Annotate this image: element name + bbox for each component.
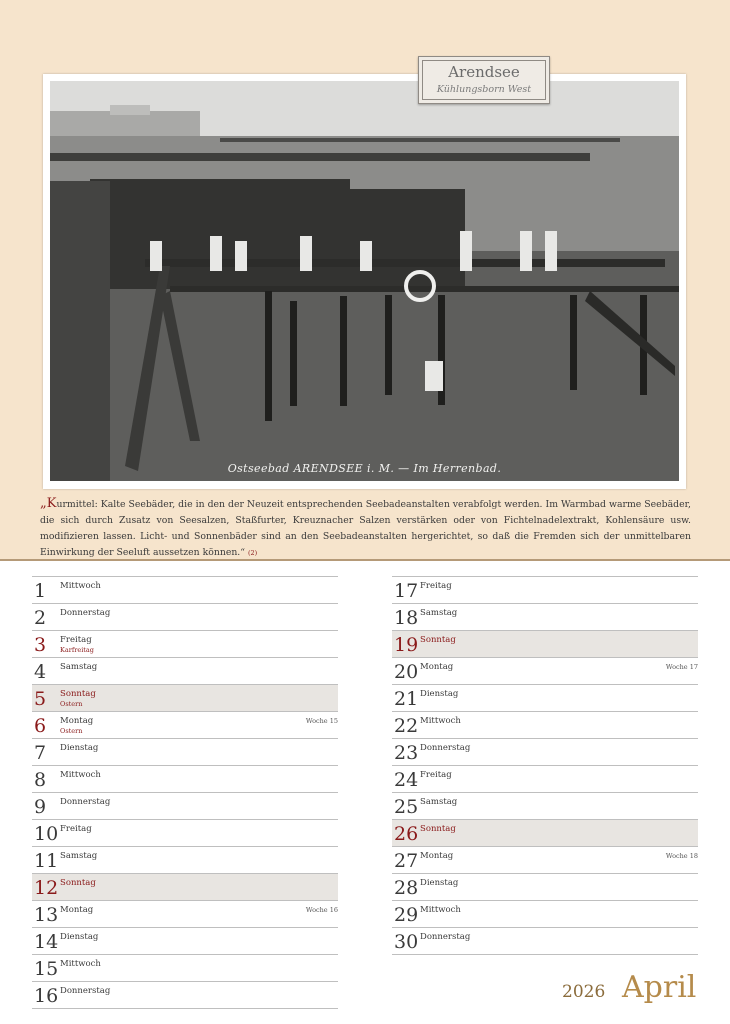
quote-body: urmittel: Kalte Seebäder, die in den der Neuzeit entsprechenden Seebadeanstalten verabfolgt werden. Im Warmbad warme Seebäder, die sich durch Zusatz von Seesalzen, Staßfurter, Kreuznacher Salzen verstärken oder von Fichtelnadelextrakt, Kohlensäure usw. modifizieren lassen. Licht- und Sonnenbäder sind an den Seebadeanstalten hergerichtet, so daß die Fremden sich der unmittelbaren Einwirkung der Seeluft aussetzen können.“ — [40, 499, 691, 558]
day-row — [32, 684, 338, 711]
weekday-name: Samstag — [60, 662, 98, 672]
day-number: 28 — [394, 877, 419, 899]
day-number: 11 — [34, 850, 59, 872]
weekday-name: Samstag — [420, 608, 458, 618]
day-number: 15 — [34, 958, 59, 980]
day-row — [32, 981, 338, 1009]
day-row — [392, 900, 698, 927]
day-number: 29 — [394, 904, 419, 926]
day-row — [32, 576, 338, 603]
week-number: Woche 18 — [665, 852, 698, 860]
weekday-name: Dienstag — [60, 932, 99, 942]
day-number: 22 — [394, 715, 419, 737]
day-row — [32, 873, 338, 900]
day-number: 4 — [34, 661, 47, 683]
day-row — [392, 846, 698, 873]
weekday-name: Dienstag — [420, 689, 459, 699]
day-row — [32, 792, 338, 819]
weekday-name: Donnerstag — [60, 986, 111, 996]
quote-text — [40, 496, 691, 561]
day-row — [392, 630, 698, 657]
weekday-name: Dienstag — [420, 878, 459, 888]
day-row — [392, 765, 698, 792]
weekday-name: Mittwoch — [60, 770, 101, 780]
day-number: 19 — [394, 634, 419, 656]
weekday-name: Sonntag — [60, 878, 96, 888]
day-number: 6 — [34, 715, 47, 737]
day-number: 25 — [394, 796, 419, 818]
location-title: Arendsee — [448, 63, 520, 81]
day-row — [32, 765, 338, 792]
day-row — [32, 954, 338, 981]
weekday-name: Montag — [60, 716, 94, 726]
weekday-name: Donnerstag — [420, 743, 471, 753]
day-number: 17 — [394, 580, 419, 602]
quote-initial: „K — [40, 496, 57, 511]
day-row — [32, 657, 338, 684]
day-row — [392, 819, 698, 846]
quote-footnote: (2) — [247, 549, 258, 557]
day-row — [32, 846, 338, 873]
photo-caption: Ostseebad ARENDSEE i. M. — Im Herrenbad. — [227, 462, 502, 475]
weekday-name: Dienstag — [60, 743, 99, 753]
weekday-name: Montag — [420, 851, 454, 861]
calendar-month: April — [622, 970, 697, 1005]
day-row — [32, 630, 338, 657]
week-number: Woche 15 — [305, 717, 338, 725]
day-number: 26 — [394, 823, 419, 845]
weekday-name: Sonntag — [60, 689, 96, 699]
weekday-name: Donnerstag — [60, 608, 111, 618]
day-row — [392, 657, 698, 684]
day-number: 2 — [34, 607, 47, 629]
day-row — [392, 738, 698, 765]
day-number: 12 — [34, 877, 59, 899]
day-row — [32, 927, 338, 954]
day-row — [32, 738, 338, 765]
weekday-name: Mittwoch — [60, 581, 101, 591]
day-number: 21 — [394, 688, 419, 710]
day-row — [32, 900, 338, 927]
weekday-name: Mittwoch — [60, 959, 101, 969]
weekday-name: Sonntag — [420, 824, 456, 834]
weekday-name: Donnerstag — [420, 932, 471, 942]
weekday-name: Samstag — [60, 851, 98, 861]
day-number: 14 — [34, 931, 59, 953]
holiday-note: Karfreitag — [60, 646, 94, 654]
day-row — [392, 873, 698, 900]
historic-photo — [50, 81, 679, 481]
weekday-name: Mittwoch — [420, 905, 461, 915]
day-number: 23 — [394, 742, 419, 764]
location-label — [418, 56, 550, 104]
weekday-name: Freitag — [60, 635, 92, 645]
weekday-name: Samstag — [420, 797, 458, 807]
day-row — [32, 711, 338, 738]
calendar-column-left — [32, 576, 338, 1009]
weekday-name: Freitag — [420, 770, 452, 780]
day-number: 9 — [34, 796, 47, 818]
location-subtitle: Kühlungsborn West — [436, 84, 532, 95]
day-number: 7 — [34, 742, 47, 764]
holiday-note: Ostern — [60, 700, 83, 708]
day-number: 30 — [394, 931, 419, 953]
holiday-note: Ostern — [60, 727, 83, 735]
day-number: 13 — [34, 904, 59, 926]
day-row — [32, 603, 338, 630]
week-number: Woche 16 — [305, 906, 338, 914]
calendar-year: 2026 — [562, 982, 606, 1002]
day-number: 1 — [34, 580, 47, 602]
weekday-name: Montag — [420, 662, 454, 672]
day-number: 27 — [394, 850, 419, 872]
day-number: 3 — [34, 634, 47, 656]
day-number: 24 — [394, 769, 419, 791]
day-number: 8 — [34, 769, 47, 791]
day-row — [392, 684, 698, 711]
day-row — [392, 603, 698, 630]
weekday-name: Sonntag — [420, 635, 456, 645]
day-row — [392, 792, 698, 819]
day-number: 10 — [34, 823, 59, 845]
weekday-name: Montag — [60, 905, 94, 915]
day-number: 16 — [34, 985, 59, 1007]
weekday-name: Freitag — [60, 824, 92, 834]
day-row — [392, 927, 698, 955]
photo-illustration — [50, 81, 679, 481]
weekday-name: Freitag — [420, 581, 452, 591]
day-row — [392, 711, 698, 738]
week-number: Woche 17 — [665, 663, 698, 671]
weekday-name: Donnerstag — [60, 797, 111, 807]
day-row — [392, 576, 698, 603]
day-number: 20 — [394, 661, 419, 683]
calendar-column-right — [392, 576, 698, 955]
weekday-name: Mittwoch — [420, 716, 461, 726]
day-number: 5 — [34, 688, 47, 710]
day-row — [32, 819, 338, 846]
day-number: 18 — [394, 607, 419, 629]
